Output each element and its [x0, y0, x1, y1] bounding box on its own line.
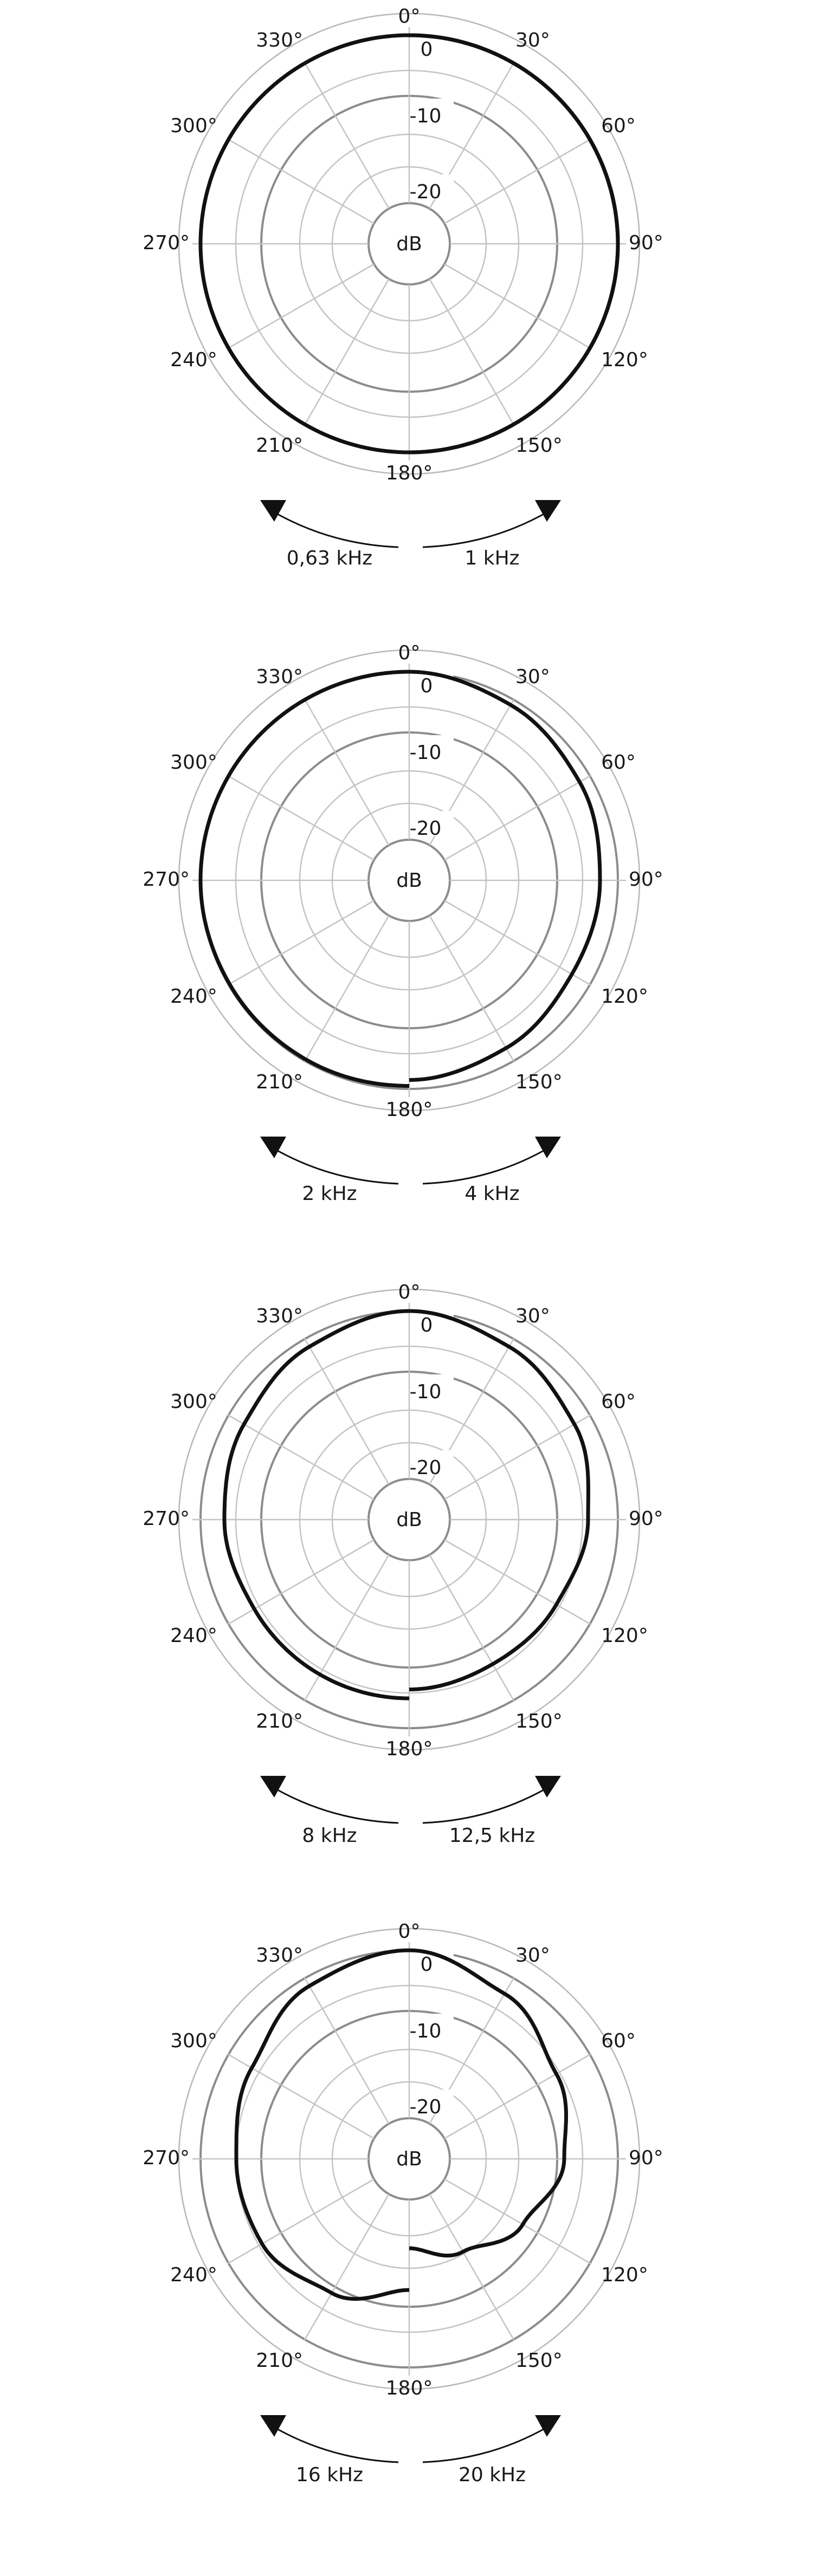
- grid-spoke: [227, 264, 374, 349]
- angle-label: 120°: [601, 985, 648, 1008]
- legend-left-label: 16 kHz: [295, 2464, 364, 2486]
- legend-right-label: 12,5 kHz: [449, 1825, 535, 1847]
- legend-left-label: 2 kHz: [302, 1183, 357, 1205]
- grid-spoke: [444, 2054, 591, 2139]
- radial-label: 0: [420, 675, 433, 697]
- unit-label: dB: [396, 2148, 422, 2170]
- grid-spoke: [304, 279, 389, 426]
- unit-label: dB: [396, 870, 422, 892]
- grid-spoke: [304, 2194, 389, 2341]
- left-arrow-head: [260, 1776, 286, 1798]
- legend-right-label: 1 kHz: [464, 547, 520, 569]
- radial-label: -20: [409, 1457, 442, 1479]
- right-arrow-head: [535, 1137, 561, 1158]
- left-arrow-head: [260, 500, 286, 522]
- angle-label: 210°: [256, 2350, 303, 2372]
- polar-chart-1: [143, 5, 663, 569]
- angle-label: 90°: [629, 1508, 663, 1530]
- grid-spoke: [227, 1414, 374, 1500]
- angle-label: 300°: [170, 2030, 217, 2052]
- angle-label: 330°: [256, 665, 303, 688]
- grid-spoke: [444, 901, 591, 986]
- grid-spoke: [430, 1555, 515, 1702]
- angle-label: 240°: [170, 1625, 217, 1647]
- grid-spoke: [430, 2194, 515, 2341]
- angle-label: 0°: [398, 1920, 421, 1943]
- angle-label: 150°: [515, 2350, 563, 2372]
- angle-label: 30°: [515, 1305, 550, 1327]
- angle-label: 210°: [256, 434, 303, 457]
- left-arrow-curve: [274, 2427, 398, 2462]
- series-line: [409, 1311, 588, 1690]
- angle-label: 300°: [170, 1391, 217, 1413]
- right-arrow-head: [535, 1776, 561, 1798]
- angle-label: 180°: [385, 2377, 433, 2399]
- angle-label: 60°: [601, 115, 636, 137]
- grid-spoke: [227, 1540, 374, 1625]
- legend-right-label: 4 kHz: [464, 1183, 520, 1205]
- angle-label: 180°: [385, 1738, 433, 1760]
- grid-spoke: [304, 916, 389, 1062]
- angle-label: 90°: [629, 2147, 663, 2169]
- left-arrow-curve: [274, 512, 398, 547]
- left-arrow-head: [260, 2415, 286, 2437]
- grid-spoke: [444, 1414, 591, 1500]
- right-arrow-head: [535, 500, 561, 522]
- series-line: [224, 1311, 409, 1698]
- radial-label: -20: [409, 181, 442, 203]
- angle-label: 60°: [601, 751, 636, 774]
- radial-label: -20: [409, 2096, 442, 2118]
- angle-label: 30°: [515, 1944, 550, 1967]
- radial-label: -10: [409, 742, 442, 764]
- angle-label: 0°: [398, 5, 421, 28]
- angle-label: 270°: [143, 868, 190, 891]
- angle-label: 210°: [256, 1710, 303, 1733]
- angle-label: 270°: [143, 1508, 190, 1530]
- right-arrow-curve: [423, 2427, 547, 2462]
- angle-label: 90°: [629, 868, 663, 891]
- grid-spoke: [444, 264, 591, 349]
- angle-label: 0°: [398, 642, 421, 664]
- grid-spoke: [304, 1977, 389, 2124]
- angle-label: 300°: [170, 751, 217, 774]
- legend-left-label: 0,63 kHz: [286, 547, 373, 569]
- unit-label: dB: [396, 233, 422, 255]
- radial-label: -10: [409, 105, 442, 127]
- angle-label: 240°: [170, 2264, 217, 2286]
- angle-label: 30°: [515, 29, 550, 51]
- angle-label: 60°: [601, 1391, 636, 1413]
- polar-chart-4: [143, 1920, 663, 2486]
- angle-label: 180°: [385, 462, 433, 484]
- radial-label: -20: [409, 817, 442, 840]
- radial-label: 0: [420, 1314, 433, 1336]
- angle-label: 270°: [143, 232, 190, 254]
- polar-chart-2: [143, 642, 663, 1205]
- radial-label: -10: [409, 2020, 442, 2042]
- grid-spoke: [430, 916, 515, 1062]
- angle-label: 30°: [515, 665, 550, 688]
- grid-spoke: [304, 698, 389, 845]
- grid-spoke: [304, 1555, 389, 1702]
- angle-label: 60°: [601, 2030, 636, 2052]
- grid-spoke: [227, 2054, 374, 2139]
- angle-label: 300°: [170, 115, 217, 137]
- grid-spoke: [430, 279, 515, 426]
- polar-chart-3: [143, 1281, 663, 1847]
- radial-label: 0: [420, 38, 433, 61]
- angle-label: 0°: [398, 1281, 421, 1303]
- grid-spoke: [227, 139, 374, 224]
- angle-label: 150°: [515, 1071, 563, 1094]
- right-arrow-curve: [423, 1149, 547, 1184]
- angle-label: 330°: [256, 29, 303, 51]
- left-arrow-head: [260, 1137, 286, 1158]
- right-arrow-curve: [423, 1788, 547, 1823]
- grid-spoke: [304, 62, 389, 209]
- angle-label: 120°: [601, 349, 648, 371]
- series-line: [409, 672, 600, 1080]
- left-arrow-curve: [274, 1149, 398, 1184]
- grid-spoke: [227, 775, 374, 860]
- angle-label: 120°: [601, 1625, 648, 1647]
- grid-spoke: [304, 1338, 389, 1484]
- grid-spoke: [444, 775, 591, 860]
- legend-left-label: 8 kHz: [302, 1825, 357, 1847]
- angle-label: 150°: [515, 434, 563, 457]
- grid-spoke: [444, 139, 591, 224]
- angle-label: 330°: [256, 1944, 303, 1967]
- unit-label: dB: [396, 1509, 422, 1531]
- angle-label: 270°: [143, 2147, 190, 2169]
- angle-label: 150°: [515, 1710, 563, 1733]
- grid-spoke: [227, 901, 374, 986]
- angle-label: 240°: [170, 349, 217, 371]
- angle-label: 330°: [256, 1305, 303, 1327]
- radial-label: 0: [420, 1954, 433, 1976]
- angle-label: 240°: [170, 985, 217, 1008]
- legend-right-label: 20 kHz: [458, 2464, 526, 2486]
- left-arrow-curve: [274, 1788, 398, 1823]
- radial-label: -10: [409, 1381, 442, 1403]
- angle-label: 120°: [601, 2264, 648, 2286]
- angle-label: 210°: [256, 1071, 303, 1094]
- angle-label: 180°: [385, 1099, 433, 1121]
- angle-label: 90°: [629, 232, 663, 254]
- right-arrow-curve: [423, 512, 547, 547]
- series-line: [236, 1950, 409, 2299]
- right-arrow-head: [535, 2415, 561, 2437]
